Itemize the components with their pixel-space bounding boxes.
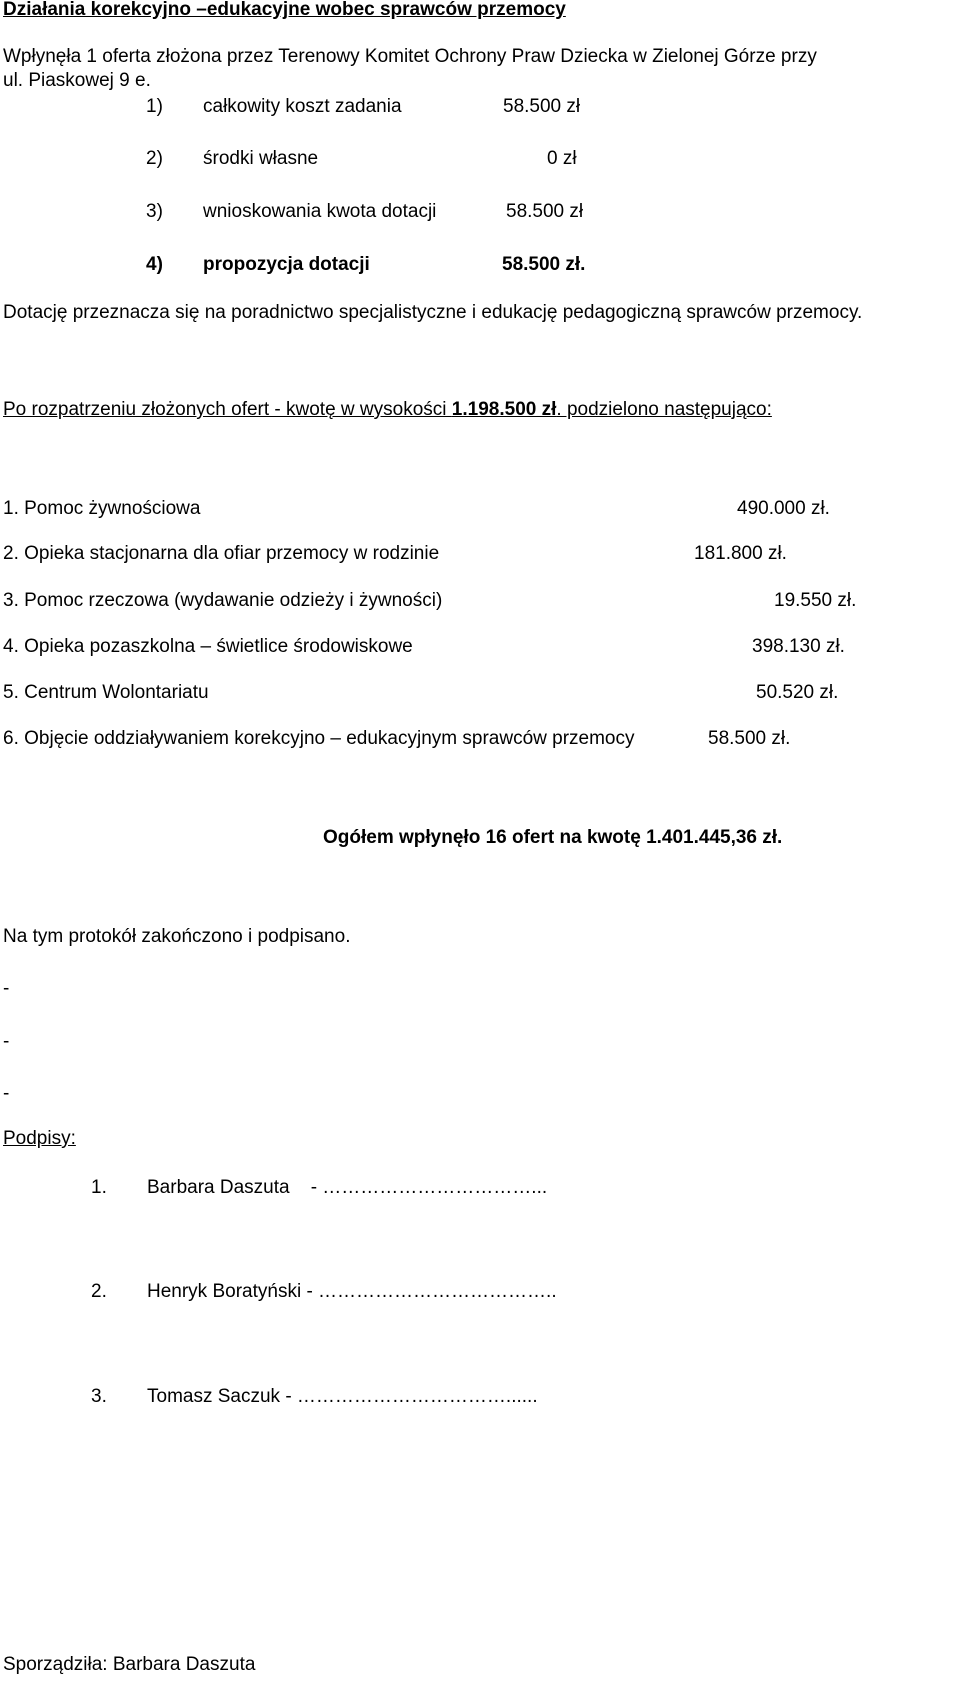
signature-num: 3. <box>91 1386 107 1407</box>
total-summary: Ogółem wpłynęło 16 ofert na kwotę 1.401.445,36 zł. <box>323 827 783 848</box>
offer-item-value: 58.500 zł <box>506 201 584 222</box>
allocation-label: 5. Centrum Wolontariatu <box>3 682 209 703</box>
allocation-label: 2. Opieka stacjonarna dla ofiar przemocy w rodzinie <box>3 543 440 564</box>
offer-item-value: 58.500 zł <box>503 96 581 117</box>
dash-marker: - <box>3 978 10 999</box>
allocation-value: 50.520 zł. <box>756 682 839 703</box>
offer-item-label: wnioskowania kwota dotacji <box>203 201 437 222</box>
offer-item-num: 1) <box>146 96 163 117</box>
allocation-value: 490.000 zł. <box>737 498 830 519</box>
purpose-text: Dotację przeznacza się na poradnictwo specjalistyczne i edukację pedagogiczną sprawców przemocy. <box>3 302 863 323</box>
allocation-value: 58.500 zł. <box>708 728 791 749</box>
offer-item-label: propozycja dotacji <box>203 254 370 275</box>
allocation-value: 181.800 zł. <box>694 543 787 564</box>
offer-item-num: 3) <box>146 201 163 222</box>
allocation-label: 4. Opieka pozaszkolna – świetlice środowiskowe <box>3 636 413 657</box>
signatures-label: Podpisy: <box>3 1128 76 1149</box>
dash-marker: - <box>3 1083 10 1104</box>
dash-marker: - <box>3 1031 10 1052</box>
signature-line: Tomasz Saczuk - ……………………………...... <box>147 1386 538 1407</box>
document-heading: Działania korekcyjno –edukacyjne wobec sprawców przemocy <box>3 0 566 20</box>
division-amount: 1.198.500 zł <box>451 399 557 420</box>
signature-line: Henryk Boratyński - ……………………………….. <box>147 1281 557 1302</box>
offer-item-label: środki własne <box>203 148 319 169</box>
offer-item-label: całkowity koszt zadania <box>203 96 402 117</box>
signature-line: Barbara Daszuta - ……………………………... <box>147 1177 548 1198</box>
offer-item-num: 2) <box>146 148 163 169</box>
allocation-label: 1. Pomoc żywnościowa <box>3 498 201 519</box>
allocation-value: 19.550 zł. <box>774 590 857 611</box>
prepared-by: Sporządziła: Barbara Daszuta <box>3 1654 256 1675</box>
allocation-label: 6. Objęcie oddziaływaniem korekcyjno – edukacyjnym sprawców przemocy <box>3 728 635 749</box>
offer-item-num: 4) <box>146 254 163 275</box>
division-pre: Po rozpatrzeniu złożonych ofert - kwotę w wysokości <box>3 399 452 420</box>
intro-line-2: ul. Piaskowej 9 e. <box>3 70 151 91</box>
signature-num: 1. <box>91 1177 107 1198</box>
signature-num: 2. <box>91 1281 107 1302</box>
allocation-value: 398.130 zł. <box>752 636 845 657</box>
division-post: . podzielono następująco: <box>556 399 772 420</box>
division-statement <box>3 399 772 422</box>
intro-line-1: Wpłynęła 1 oferta złożona przez Terenowy Komitet Ochrony Praw Dziecka w Zielonej Górze przy <box>3 46 817 67</box>
offer-item-value: 0 zł <box>547 148 577 169</box>
closing-text: Na tym protokół zakończono i podpisano. <box>3 926 351 947</box>
offer-item-value: 58.500 zł. <box>502 254 586 275</box>
allocation-label: 3. Pomoc rzeczowa (wydawanie odzieży i żywności) <box>3 590 443 611</box>
